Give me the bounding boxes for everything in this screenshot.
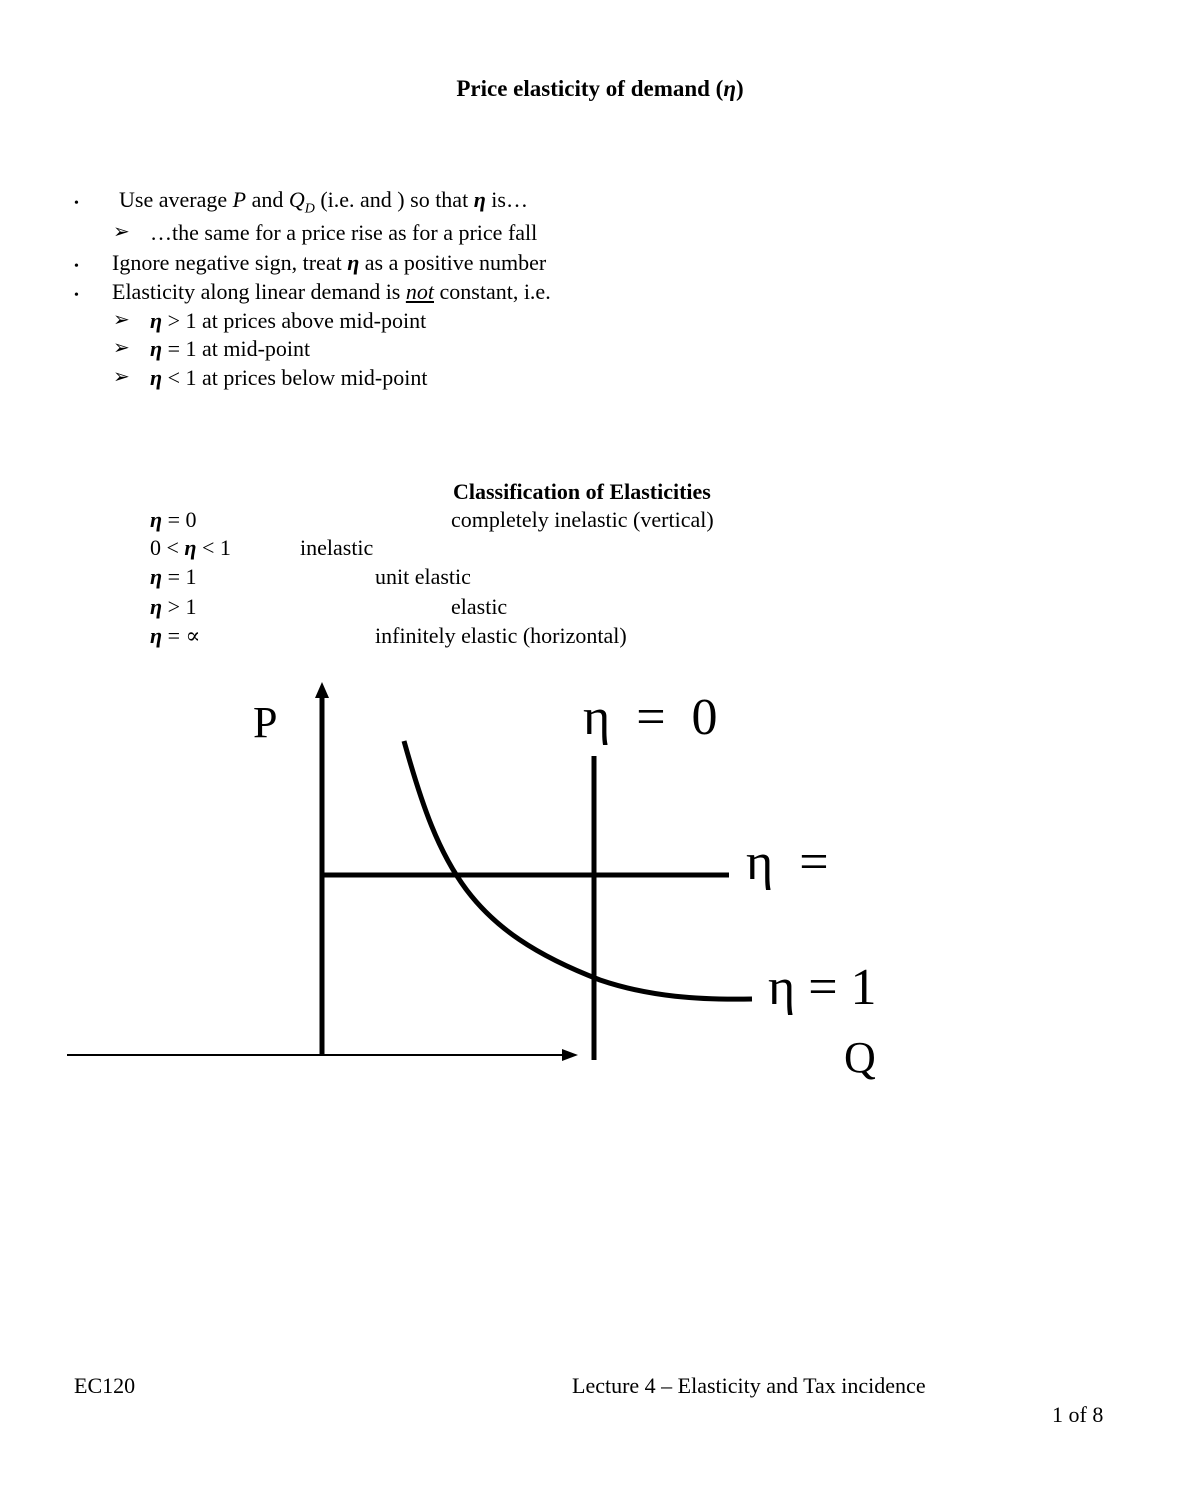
q-axis-arrowhead (562, 1049, 578, 1061)
classification-row-expr: η > 1 (150, 594, 197, 619)
bullet-text: Elasticity along linear demand is not constant, i.e. (112, 279, 551, 304)
sub-bullet-text: η < 1 at prices below mid-point (150, 365, 428, 390)
title-eta-symbol: η (723, 76, 736, 101)
bullet-marker: • (74, 288, 79, 303)
classification-row-desc: infinitely elastic (horizontal) (375, 623, 627, 648)
classification-row-desc: completely inelastic (vertical) (451, 507, 714, 532)
eta-infinite-label: η = (746, 834, 829, 891)
elasticity-diagram (0, 660, 1200, 1080)
arrow-bullet-marker: ➢ (113, 309, 130, 331)
arrow-bullet-marker: ➢ (113, 366, 130, 388)
bullet-marker: • (74, 196, 79, 211)
bullet-marker: • (74, 259, 79, 274)
classification-row-expr: η = 0 (150, 507, 197, 532)
classification-row-expr: η = ∝ (150, 623, 201, 648)
classification-row-expr: η = 1 (150, 564, 197, 589)
sub-bullet-text: …the same for a price rise as for a price fall (150, 220, 538, 245)
bullet-text: Use average P and $Q_D$ (i.e. and ) so that η is… (119, 187, 528, 217)
title-close: ) (735, 76, 744, 101)
classification-row-expr: 0 < η < 1 (150, 535, 231, 560)
classification-title: Classification of Elasticities (453, 479, 711, 504)
eta-one-label: η = 1 (768, 959, 877, 1016)
q-axis-label: Q (844, 1033, 876, 1080)
page-title (0, 76, 1200, 102)
sub-bullet-text: η > 1 at prices above mid-point (150, 308, 427, 333)
eta-zero-label: η = 0 (583, 689, 718, 746)
footer-lecture: Lecture 4 – Elasticity and Tax incidence (572, 1373, 926, 1398)
classification-row-desc: elastic (451, 594, 508, 619)
bullet-text: Ignore negative sign, treat η as a positive number (112, 250, 547, 275)
footer-course: EC120 (74, 1373, 136, 1398)
p-axis-label: P (253, 698, 278, 747)
classification-row-desc: inelastic (300, 535, 374, 560)
arrow-bullet-marker: ➢ (113, 337, 130, 359)
p-axis-arrowhead (315, 682, 329, 698)
sub-bullet-text: η = 1 at mid-point (150, 336, 311, 361)
arrow-bullet-marker: ➢ (113, 221, 130, 243)
unit-elastic-curve (404, 741, 752, 999)
classification-row-desc: unit elastic (375, 564, 471, 589)
title-text: Price elasticity of demand ( (456, 76, 724, 101)
footer-page-number: 1 of 8 (1052, 1402, 1104, 1427)
